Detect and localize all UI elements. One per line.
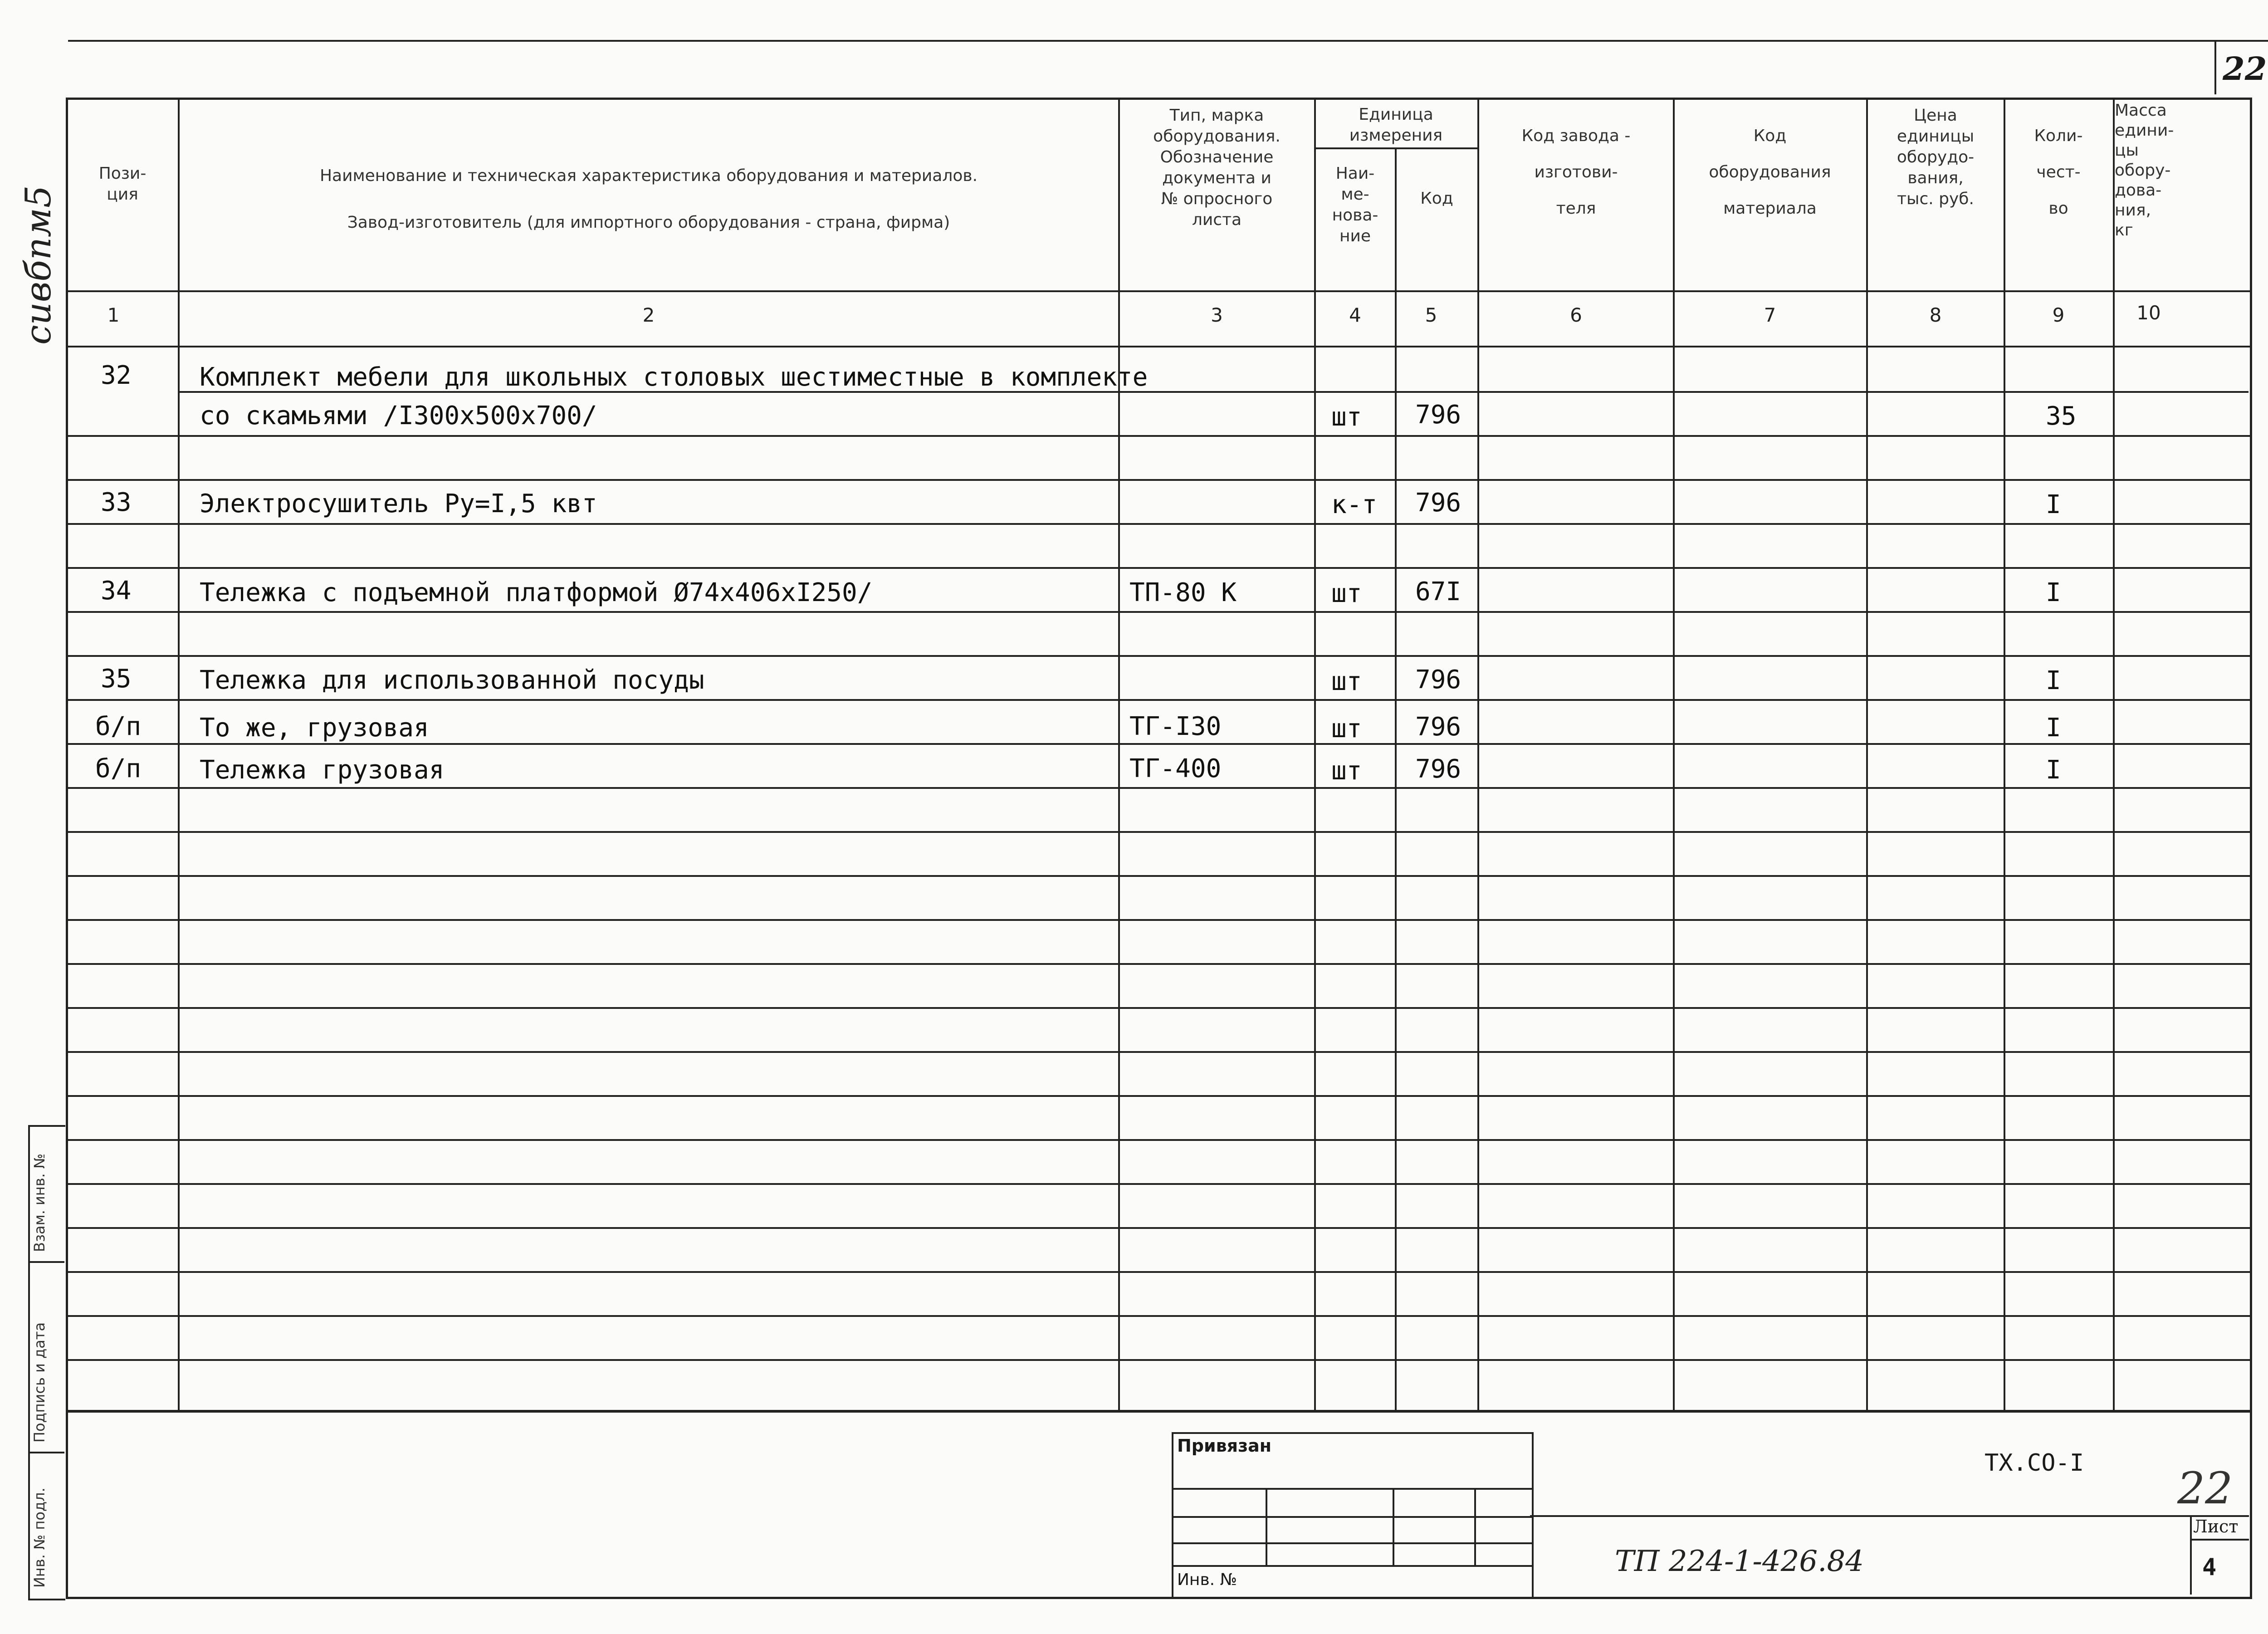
corner-box-left (2214, 40, 2216, 94)
sheet-box-hline (2190, 1539, 2249, 1541)
row-line (66, 1095, 2250, 1097)
stamp-label-signature: Подпись и дата (31, 1322, 48, 1443)
header-price: Цена единицы оборудо- вания, тыс. руб. (1897, 106, 1975, 208)
side-label: сивбпм5 (18, 185, 59, 345)
handwritten-page: 22 (2177, 1463, 2233, 1514)
row-line (66, 611, 2250, 613)
project-number: ТП 224-1-426.84 (1615, 1545, 1864, 1578)
privyazan-vline-3 (1474, 1488, 1476, 1565)
header-mass: Масса едини- цы обору- дова- ния, кг (2115, 101, 2174, 240)
cell-position: 35 (101, 664, 132, 694)
cell-position: 34 (101, 576, 132, 606)
doc-code: ТХ.СО-I (1984, 1449, 2084, 1477)
col-line-1 (178, 98, 180, 1411)
cell-position: б/п (95, 712, 142, 741)
row-line (66, 567, 2250, 569)
stamp-label-inv-original: Инв. № подл. (31, 1487, 48, 1588)
cell-name: со скамьями /I300x500x700/ (200, 401, 597, 431)
col-number-5: 5 (1425, 304, 1437, 326)
cell-name: Электросушитель Ру=I,5 квт (200, 489, 597, 519)
corner-number: 22 (2223, 50, 2267, 88)
col-line-8 (2004, 98, 2005, 1411)
cell-quantity: I (2046, 666, 2061, 695)
row-line (66, 875, 2250, 877)
row-line (66, 1359, 2250, 1361)
cell-unit: шт (1331, 714, 1362, 744)
cell-code: 796 (1415, 754, 1461, 784)
cell-name: Тележка с подъемной платформой Ø74x406xI250/ (200, 578, 873, 607)
cell-quantity: I (2046, 755, 2061, 785)
cell-position: 33 (101, 488, 132, 517)
cell-position: 32 (101, 361, 132, 390)
stamp-divider-2 (28, 1452, 64, 1453)
inv-label: Инв. № (1177, 1570, 1237, 1589)
header-unit-group: Единица измерения (1349, 105, 1443, 145)
privyazan-line-4 (1172, 1565, 1532, 1567)
cell-unit: к-т (1331, 490, 1378, 519)
privyazan-vline-1 (1266, 1488, 1267, 1565)
sheet-box-vline (2190, 1515, 2192, 1595)
privyazan-line-3 (1172, 1542, 1532, 1544)
col-number-9: 9 (2052, 304, 2065, 326)
title-divider (1530, 1515, 2249, 1517)
unit-group-line (1314, 147, 1477, 149)
col-number-2: 2 (642, 304, 655, 326)
cell-name: То же, грузовая (200, 713, 429, 743)
cell-quantity: 35 (2046, 401, 2077, 431)
row-line (66, 1183, 2250, 1185)
header-position: Пози- ция (98, 164, 147, 204)
row-line (66, 1051, 2250, 1053)
cell-name: Комплект мебели для школьных столовых шестиместные в комплекте (200, 362, 1148, 392)
row-line (66, 787, 2250, 789)
cell-type: ТГ-400 (1129, 754, 1222, 783)
col-number-4: 4 (1349, 304, 1361, 326)
col-line-9 (2113, 98, 2115, 1411)
table-bottom-line (66, 1410, 2250, 1413)
cell-code: 796 (1415, 665, 1461, 695)
top-border (68, 40, 2268, 42)
header-name-line2: Завод-изготовитель (для импортного оборудования - страна, фирма) (347, 213, 950, 232)
col-line-5 (1477, 98, 1479, 1411)
cell-unit: шт (1331, 667, 1362, 696)
numbers-bottom-line (66, 346, 2250, 347)
row-line (66, 699, 2250, 701)
col-number-6: 6 (1570, 304, 1582, 326)
cell-code: 796 (1415, 712, 1461, 742)
col-number-7: 7 (1764, 304, 1776, 326)
cell-quantity: I (2046, 578, 2061, 607)
cell-quantity: I (2046, 490, 2061, 519)
privyazan-line-1 (1172, 1488, 1532, 1490)
stamp-divider-1 (28, 1261, 64, 1263)
row-line (66, 1315, 2250, 1317)
privyazan-line-2 (1172, 1516, 1532, 1518)
row-line (66, 1227, 2250, 1229)
sheet-label: Лист (2193, 1517, 2239, 1536)
row-line (66, 1139, 2250, 1141)
col-line-4 (1395, 147, 1397, 1411)
header-type: Тип, марка оборудования. Обозначение документа и № опросного листа (1153, 106, 1281, 229)
header-name-line1: Наименование и техническая характеристика оборудования и материалов. (319, 166, 978, 185)
row-line (66, 479, 2250, 481)
header-unit-code: Код (1420, 189, 1453, 208)
row-line (66, 523, 2250, 525)
cell-name: Тележка для использованной посуды (200, 665, 704, 695)
header-factory-code: Код завода - изготови- теля (1521, 127, 1631, 218)
col-number-1: 1 (107, 304, 120, 326)
stamp-label-inv-replace: Взам. инв. № (31, 1153, 48, 1252)
col-line-3 (1314, 98, 1316, 1411)
cell-quantity: I (2046, 713, 2061, 743)
sheet-number: 4 (2202, 1554, 2217, 1581)
row-line (66, 963, 2250, 965)
cell-name: Тележка грузовая (200, 755, 445, 785)
header-unit-name: Наи- ме- нова- ние (1332, 164, 1378, 245)
cell-unit: шт (1331, 579, 1362, 608)
row-line (66, 655, 2250, 657)
cell-type: ТГ-I30 (1129, 712, 1222, 741)
cell-position: б/п (95, 754, 142, 783)
cell-unit: шт (1331, 402, 1362, 432)
cell-code: 796 (1415, 488, 1461, 518)
cell-unit: шт (1331, 756, 1362, 786)
cell-code: 67I (1415, 577, 1461, 607)
header-equipment-code: Код оборудования материала (1709, 127, 1831, 218)
col-line-2 (1118, 98, 1120, 1411)
col-line-6 (1673, 98, 1675, 1411)
row-line (66, 919, 2250, 921)
col-number-3: 3 (1211, 304, 1223, 326)
row-line (66, 1271, 2250, 1273)
cell-code: 796 (1415, 400, 1461, 430)
row-line (66, 435, 2250, 437)
row-line (66, 1007, 2250, 1009)
row-line (66, 831, 2250, 833)
header-quantity: Коли- чест- во (2034, 127, 2083, 218)
col-line-7 (1866, 98, 1868, 1411)
col-number-8: 8 (1929, 304, 1942, 326)
header-bottom-line (66, 290, 2250, 292)
privyazan-label: Привязан (1177, 1436, 1272, 1456)
col-number-10: 10 (2136, 302, 2161, 324)
cell-type: ТП-80 К (1129, 578, 1237, 607)
privyazan-vline-2 (1393, 1488, 1394, 1565)
